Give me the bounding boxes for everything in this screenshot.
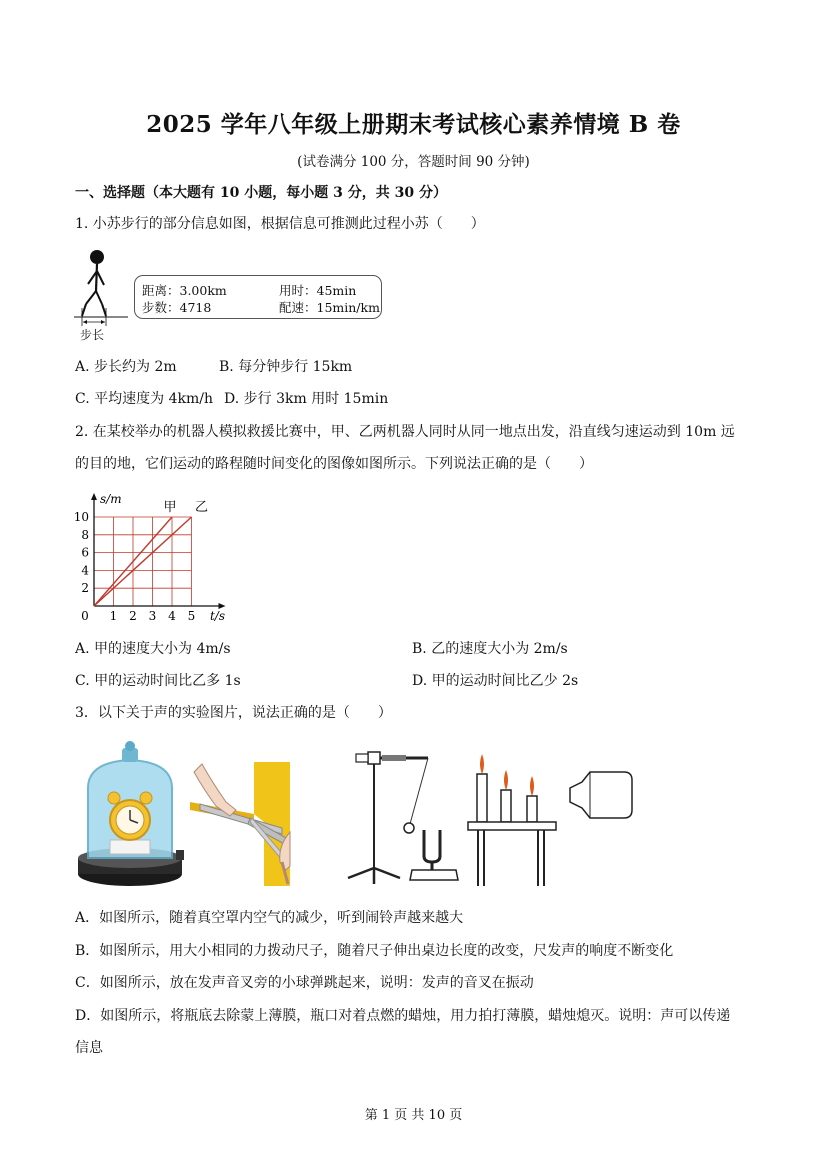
chart-series-line [94, 517, 192, 606]
chart-y-axis-label: s/m [100, 492, 122, 506]
chart-x-tick-label: 5 [187, 609, 196, 623]
ruler-table-figure [190, 762, 292, 888]
page-title: 2025 学年八年级上册期末考试核心素养情境 B 卷 [146, 111, 681, 138]
pace-readout: 配速：15min/km [279, 300, 380, 315]
tuning-fork-figure [340, 744, 464, 888]
q3-option-d-line2: 信息 [75, 1040, 103, 1056]
chart-series-label: 乙 [194, 500, 209, 515]
q2-option-a: A. 甲的速度大小为 4m/s [75, 641, 231, 657]
walk-info-box [134, 275, 382, 319]
q3-option-a: A．如图所示，随着真空罩内空气的减少，听到闹铃声越来越大 [75, 910, 464, 926]
q3-option-b: B．如图所示，用大小相同的力拨动尺子，随着尺子伸出桌边长度的改变，尺发声的响度不断变化 [75, 943, 674, 959]
chart-x-tick-label: 3 [148, 609, 157, 623]
chart-x-tick-label: 0 [81, 609, 89, 623]
q2-option-d: D. 甲的运动时间比乙少 2s [412, 673, 579, 689]
time-readout: 用时：45min [279, 283, 357, 298]
steps-readout: 步数：4718 [142, 300, 212, 315]
q1-option-b: B. 每分钟步行 15km [219, 359, 353, 375]
page-number: 第 1 页 共 10 页 [364, 1108, 463, 1123]
chart-y-tick-label: 4 [81, 563, 89, 578]
chart-x-axis-label: t/s [209, 609, 226, 623]
q1-option-d: D. 步行 3km 用时 15min [224, 391, 389, 407]
chart-x-tick-label: 4 [168, 609, 176, 623]
q3-stem: 3．以下关于声的实验图片，说法正确的是（ ） [75, 705, 392, 721]
q3-option-d-line1: D．如图所示，将瓶底去除蒙上薄膜，瓶口对着点燃的蜡烛，用力拍打薄膜，蜡烛熄灭。说明：声可以传递 [75, 1008, 731, 1024]
q1-stem: 1. 小苏步行的部分信息如图，根据信息可推测此过程小苏（ ） [75, 216, 485, 232]
q3-option-c: C．如图所示，放在发声音叉旁的小球弹跳起来，说明：发声的音叉在振动 [75, 975, 534, 991]
chart-y-tick-label: 8 [81, 527, 89, 542]
chart-series-label: 甲 [163, 500, 177, 515]
q2-stem-line2: 的目的地，它们运动的路程随时间变化的图像如图所示。下列说法正确的是（ ） [75, 456, 593, 472]
q2-option-c: C. 甲的运动时间比乙多 1s [75, 673, 241, 689]
q1-option-a: A. 步长约为 2m [75, 359, 177, 375]
q2-option-b: B. 乙的速度大小为 2m/s [412, 641, 568, 657]
exam-subtitle: (试卷满分 100 分，答题时间 90 分钟) [297, 154, 530, 170]
bell-jar-figure [76, 740, 184, 888]
section-heading: 一、选择题（本大题有 10 小题，每小题 3 分，共 30 分） [75, 185, 447, 201]
chart-y-arrow [91, 493, 97, 500]
distance-readout: 距离：3.00km [142, 283, 227, 298]
chart-x-tick-label: 1 [109, 609, 118, 623]
chart-y-tick-label: 10 [73, 510, 89, 524]
q2-stem-line1: 2. 在某校举办的机器人模拟救援比赛中，甲、乙两机器人同时从同一地点出发，沿直线匀速运动到 10m 远 [75, 424, 735, 440]
chart-y-tick-label: 6 [81, 545, 89, 560]
candles-bottle-figure [466, 746, 636, 888]
step-length-label: 步长 [80, 328, 105, 342]
chart-x-tick-label: 2 [129, 609, 137, 623]
q1-option-c: C. 平均速度为 4km/h [75, 391, 213, 407]
chart-y-tick-label: 2 [81, 581, 89, 596]
distance-time-chart [70, 484, 240, 629]
